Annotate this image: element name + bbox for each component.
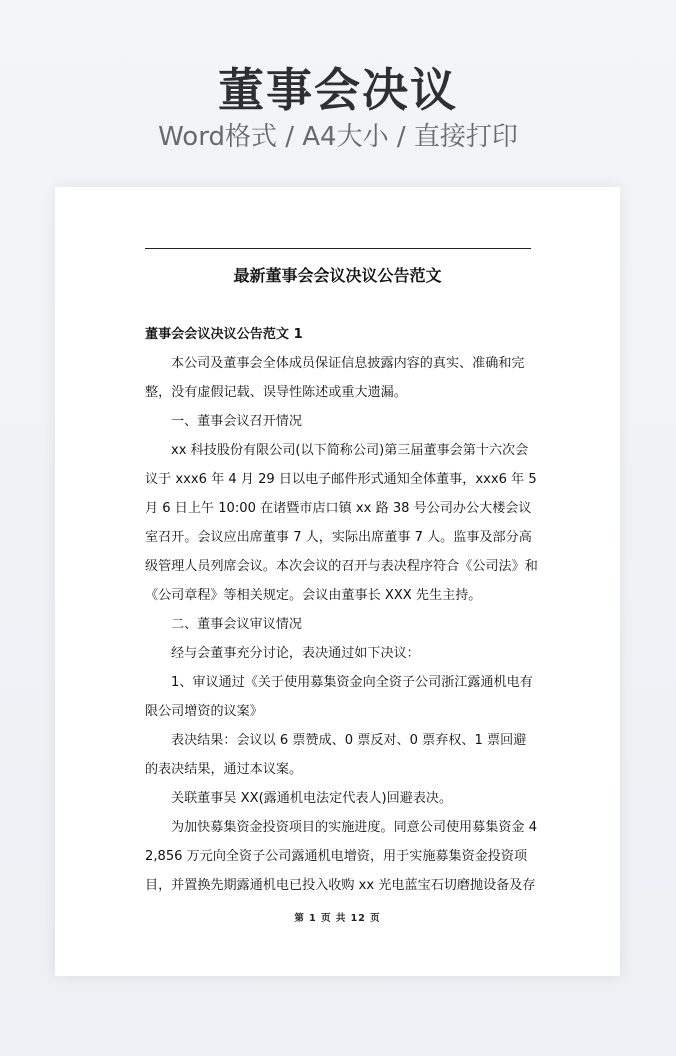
banner-subtitle: Word格式 / A4大小 / 直接打印 [158,122,518,152]
page-number-footer: 第 1 页 共 12 页 [294,913,381,924]
paragraph: 关联董事吴 XX(露通机电法定代表人)回避表决。 [171,791,453,806]
paragraph: 1、审议通过《关于使用募集资金向全资子公司浙江露通机电有限公司增资的议案》 [145,675,533,719]
paragraph: 表决结果：会议以 6 票赞成、0 票反对、0 票弃权、1 票回避的表决结果，通过本议案。 [145,733,527,777]
paragraph: 一、董事会议召开情况 [171,414,302,429]
banner-title: 董事会决议 [218,63,458,117]
paragraph: 二、董事会议审议情况 [171,617,302,632]
paragraph: xx 科技股份有限公司(以下简称公司)第三届董事会第十六次会议于 xxx6 年 4 月 29 日以电子邮件形式通知全体董事，xxx6 年 5 月 6 日上午 10:00 在诸暨市店口镇 xx 路 38 号公司办公大楼会议室召开。会议应出席董事 7 人，实际出席董事 7 人。监事及部分高级管理人员列席会议。本次会议的召开与表决程序符合《公司法》和《公司章程》等相关规定。会议由董事长 XXX 先生主持。 [145,443,538,603]
banner [0,0,676,180]
document-title: 最新董事会会议决议公告范文 [233,266,442,285]
paragraph: 本公司及董事会全体成员保证信息披露内容的真实、准确和完整，没有虚假记载、误导性陈述或重大遗漏。 [145,356,525,400]
document-page [55,187,620,976]
section-heading: 董事会会议决议公告范文 1 [145,327,303,342]
document-body [145,320,539,900]
paragraph: 经与会董事充分讨论，表决通过如下决议： [171,646,420,661]
header-rule [145,248,531,249]
paragraph: 为加快募集资金投资项目的实施进度。同意公司使用募集资金 42,856 万元向全资子公司露通机电增资，用于实施募集资金投资项目，并置换先期露通机电已投入收购 xx 光电蓝宝石切磨抛设备及存 [145,820,538,893]
